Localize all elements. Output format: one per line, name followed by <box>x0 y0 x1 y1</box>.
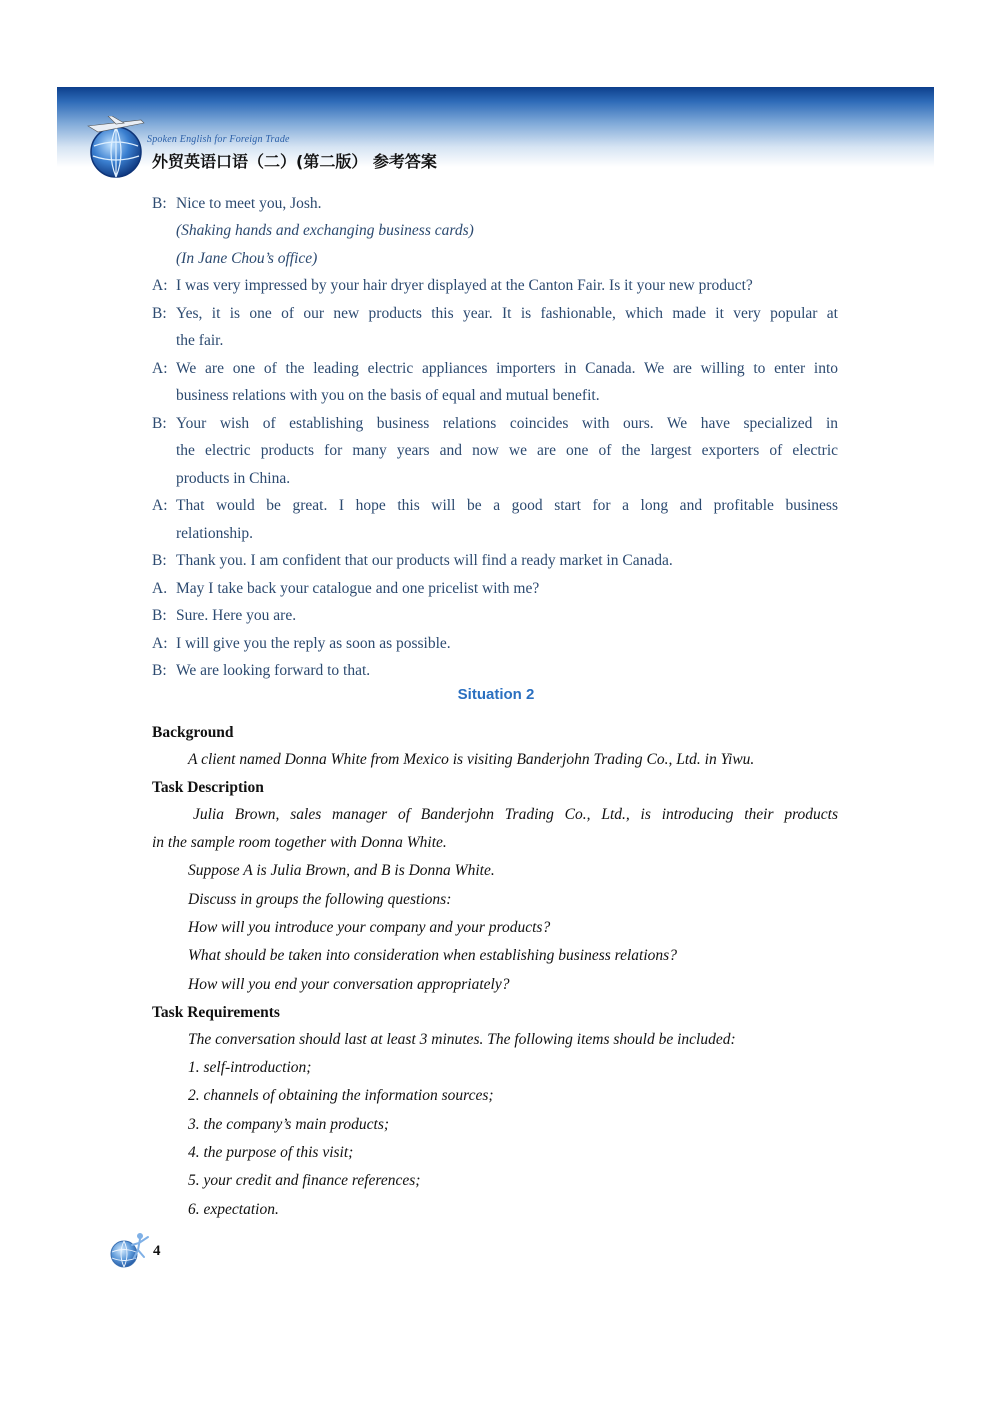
dialogue-speaker: B: <box>152 552 167 569</box>
header-subtitle: Spoken English for Foreign Trade <box>147 134 290 145</box>
task-line: What should be taken into consideration when establishing business relations? <box>188 947 677 964</box>
dialogue-speaker: B: <box>152 662 167 679</box>
dialogue-speaker: B: <box>152 195 167 212</box>
stage-direction: (In Jane Chou’s office) <box>176 250 318 267</box>
task-line: Discuss in groups the following questions: <box>188 891 452 908</box>
header-title: 外贸英语口语（二）(第二版） 参考答案 <box>152 152 437 171</box>
task-description-label: Task Description <box>152 779 264 796</box>
dialogue-line: Your wish of establishing business relations coincides with ours. We have specialized in <box>176 415 838 432</box>
requirement-item: 2. channels of obtaining the information sources; <box>188 1087 494 1104</box>
requirement-item: 6. expectation. <box>188 1201 279 1218</box>
background-text: A client named Donna White from Mexico is visiting Banderjohn Trading Co., Ltd. in Yiwu. <box>188 751 755 768</box>
situation-heading: Situation 2 <box>457 686 535 703</box>
dialogue-line: Nice to meet you, Josh. <box>176 195 322 212</box>
requirement-item: 4. the purpose of this visit; <box>188 1144 354 1161</box>
dialogue-speaker: A. <box>152 580 168 597</box>
background-label: Background <box>152 724 234 741</box>
dialogue-line: I was very impressed by your hair dryer displayed at the Canton Fair. Is it your new product? <box>176 277 753 294</box>
requirement-item: 1. self-introduction; <box>188 1059 312 1076</box>
dialogue-speaker: B: <box>152 415 167 432</box>
dialogue-line: Yes, it is one of our new products this year. It is fashionable, which made it very popular at <box>176 305 838 322</box>
dialogue-line: the electric products for many years and now we are one of the largest exporters of electric <box>176 442 838 459</box>
dialogue-line: That would be great. I hope this will be a good start for a long and profitable business <box>176 497 838 514</box>
dialogue-line: products in China. <box>176 470 291 487</box>
task-text: in the sample room together with Donna White. <box>152 834 447 851</box>
task-text: Julia Brown, sales manager of Banderjohn Trading Co., Ltd., is introducing their products <box>193 806 838 823</box>
stage-direction: (Shaking hands and exchanging business cards) <box>176 222 474 239</box>
page-number: 4 <box>153 1243 161 1259</box>
requirements-intro: The conversation should last at least 3 minutes. The following items should be included: <box>188 1031 736 1048</box>
dialogue-speaker: A: <box>152 360 168 377</box>
requirement-item: 3. the company’s main products; <box>188 1116 390 1133</box>
task-line: How will you introduce your company and your products? <box>188 919 551 936</box>
dialogue-line: We are one of the leading electric appliances importers in Canada. We are willing to enter into <box>176 360 838 377</box>
dialogue-speaker: B: <box>152 607 167 624</box>
dialogue-speaker: B: <box>152 305 167 322</box>
dialogue-line: the fair. <box>176 332 224 349</box>
dialogue-line: Sure. Here you are. <box>176 607 297 624</box>
dialogue-line: May I take back your catalogue and one pricelist with me? <box>176 580 540 597</box>
dialogue-speaker: A: <box>152 497 168 514</box>
dialogue-speaker: A: <box>152 635 168 652</box>
dialogue-line: business relations with you on the basis of equal and mutual benefit. <box>176 387 600 404</box>
dialogue-line: relationship. <box>176 525 254 542</box>
task-line: Suppose A is Julia Brown, and B is Donna White. <box>188 862 495 879</box>
dialogue-line: We are looking forward to that. <box>176 662 371 679</box>
dialogue-speaker: A: <box>152 277 168 294</box>
task-requirements-label: Task Requirements <box>152 1004 280 1021</box>
dialogue-line: Thank you. I am confident that our products will find a ready market in Canada. <box>176 552 673 569</box>
globe-figure-icon <box>104 1228 154 1270</box>
dialogue-line: I will give you the reply as soon as possible. <box>176 635 451 652</box>
requirement-item: 5. your credit and finance references; <box>188 1172 421 1189</box>
task-line: How will you end your conversation appropriately? <box>188 976 510 993</box>
